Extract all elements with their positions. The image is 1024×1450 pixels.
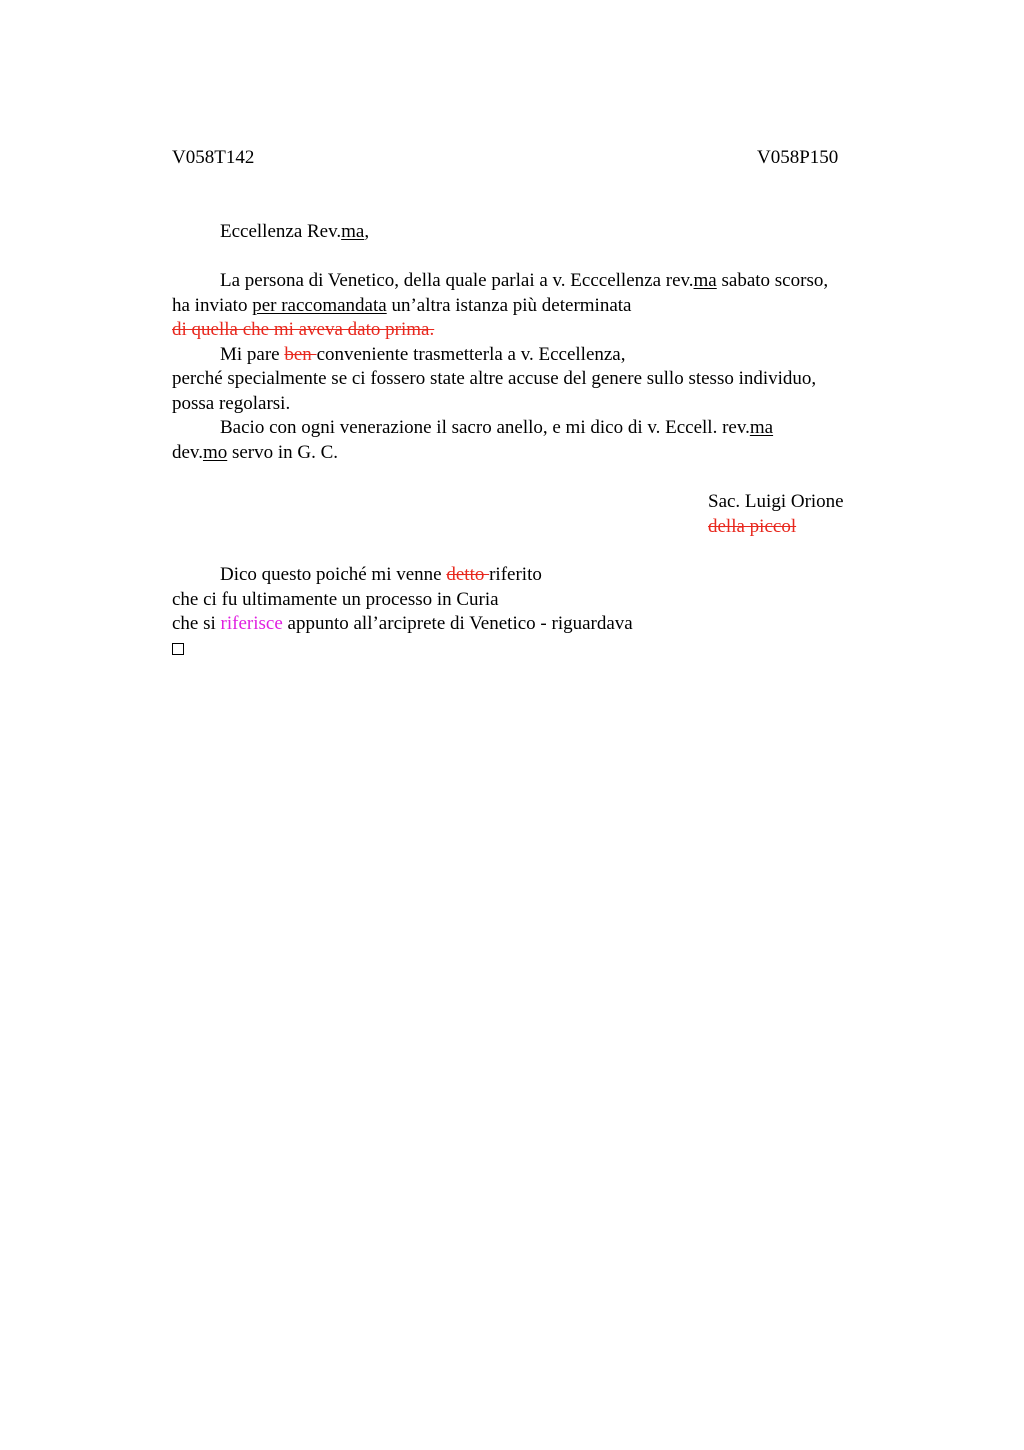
underlined-abbreviation: ma (693, 270, 717, 291)
underlined-abbreviation: ma (749, 417, 774, 438)
text-run: riferito (489, 564, 542, 585)
signature-block (708, 490, 844, 539)
deleted-text: ben (284, 343, 317, 365)
underlined-abbreviation: ma (341, 221, 365, 242)
text-run: dev. (172, 441, 203, 463)
reference-code-left: V058T142 (172, 147, 255, 168)
reference-code-right: V058P150 (757, 147, 839, 168)
postscript-line-3 (172, 612, 902, 637)
paragraph-3-line-2 (172, 441, 902, 466)
text-run: Bacio con ogni venerazione il sacro anello, e mi dico di v. Eccell. rev. (220, 417, 750, 438)
paragraph-2-line-2: perché specialmente se ci fossero state altre accuse del genere sullo stesso individuo, (172, 368, 817, 389)
salutation-comma: , (364, 221, 370, 242)
paragraph-1-line-1 (172, 269, 902, 294)
letter-body (172, 220, 902, 465)
deleted-text: detto (446, 564, 490, 585)
text-run: Dico questo poiché mi venne (220, 564, 447, 585)
paragraph-2-line-1 (172, 343, 902, 368)
paragraph-1-line-3 (172, 318, 902, 343)
text-run: appunto all’arciprete di Venetico - riguardava (282, 613, 633, 634)
signature-name: Sac. Luigi Orione (708, 491, 844, 512)
text-run: sabato scorso, (716, 270, 829, 291)
deleted-text: di quella che mi aveva dato prima. (172, 319, 435, 340)
text-run: La persona di Venetico, della quale parlai a v. Ecccellenza rev. (220, 270, 694, 291)
blank-line (172, 245, 902, 270)
paragraph-3-line-1 (172, 416, 902, 441)
paragraph-1-line-2 (172, 294, 902, 319)
postscript (172, 563, 902, 661)
text-run: Mi pare (220, 343, 285, 365)
underlined-phrase: per raccomandata (252, 294, 387, 316)
postscript-line-4 (172, 637, 902, 662)
empty-box-icon (172, 643, 184, 655)
text-run: ha inviato (172, 294, 253, 316)
postscript-line-2: che ci fu ultimamente un processo in Curia (172, 588, 499, 610)
signature-struck-text: della piccol (708, 515, 797, 537)
text-run: conveniente trasmetterla a v. Eccellenza, (316, 343, 626, 365)
salutation-text: Eccellenza Rev. (220, 221, 342, 242)
text-run: servo in G. C. (227, 441, 339, 463)
paragraph-2-line-3: possa regolarsi. (172, 392, 291, 414)
text-run: che si (172, 613, 221, 634)
text-run: un’altra istanza più determinata (386, 294, 632, 316)
inserted-text: riferisce (220, 613, 283, 634)
underlined-abbreviation: mo (202, 441, 228, 463)
salutation (172, 220, 902, 245)
postscript-line-1 (172, 563, 902, 588)
